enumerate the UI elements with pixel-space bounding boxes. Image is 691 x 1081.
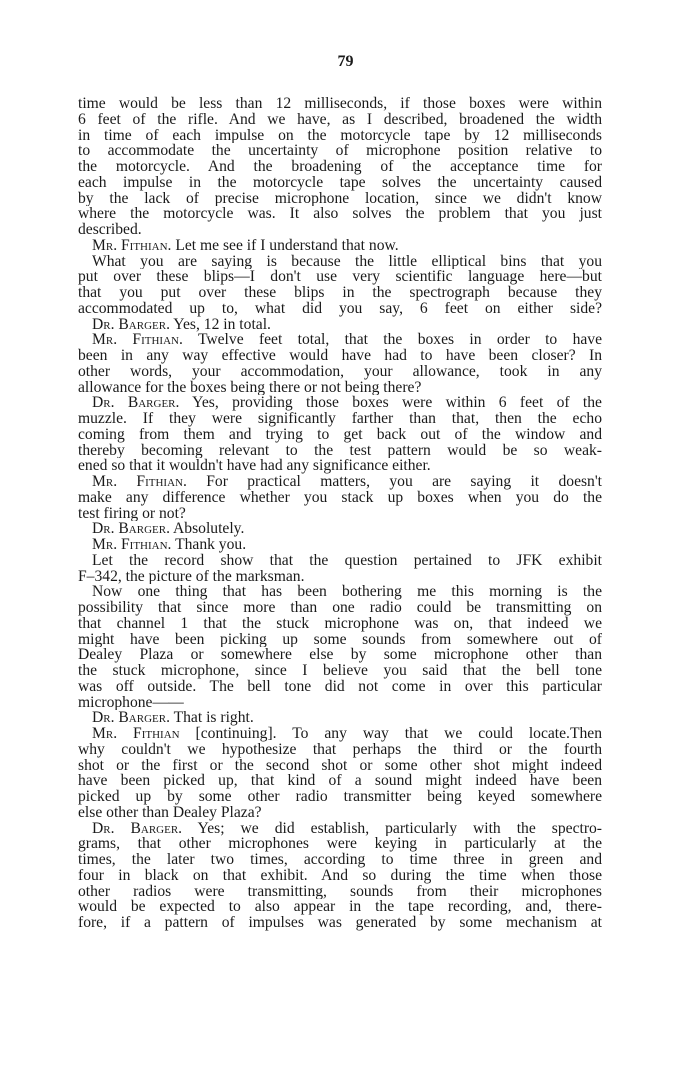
text-line xyxy=(78,647,602,663)
text-line xyxy=(78,238,602,254)
line-text: allowance for the boxes being there or not being there? xyxy=(78,379,422,396)
line-text: That is right. xyxy=(169,710,254,726)
text-line xyxy=(78,632,602,648)
text-line xyxy=(78,128,602,144)
line-text: that channel 1 that the stuck microphone was on, that indeed we xyxy=(78,615,602,632)
line-text: other radios were transmitting, sounds from their microphones xyxy=(78,883,602,900)
text-line xyxy=(78,112,602,128)
text-line xyxy=(78,521,602,537)
line-text: the motorcycle. And the broadening of the acceptance time for xyxy=(78,159,602,175)
line-text: Yes, 12 in total. xyxy=(169,316,271,333)
line-text: picked up by some other radio transmitter being keyed somewhere xyxy=(78,789,602,805)
text-line xyxy=(78,852,602,868)
speaker-name: Dr. Barger. xyxy=(92,521,170,537)
text-line xyxy=(78,206,602,222)
line-text: Yes, providing those boxes were within 6 feet of the xyxy=(179,395,602,411)
line-text: thereby becoming relevant to the test pattern would be so weak- xyxy=(78,442,602,459)
text-line xyxy=(78,537,602,553)
text-line xyxy=(78,584,602,600)
line-text: [continuing]. To any way that we could locate.Then xyxy=(179,726,602,742)
text-line xyxy=(78,868,602,884)
line-text: the stuck microphone, since I believe you said that the bell tone xyxy=(78,663,602,679)
text-line xyxy=(78,773,602,789)
line-text: coming from them and trying to get back out of the window and xyxy=(78,426,602,443)
text-line xyxy=(78,191,602,207)
text-line xyxy=(78,695,602,711)
text-line xyxy=(78,915,602,931)
line-text: else other than Dealey Plaza? xyxy=(78,804,262,821)
text-line xyxy=(78,616,602,632)
speaker-name: Mr. Fithian. xyxy=(92,474,187,490)
text-line xyxy=(78,758,602,774)
line-text: 6 feet of the rifle. And we have, as I described, broadened the width xyxy=(78,111,602,128)
line-text: in time of each impulse on the motorcycle tape by 12 milliseconds xyxy=(78,127,602,144)
text-line xyxy=(78,285,602,301)
line-text: muzzle. If they were significantly farther than that, then the echo xyxy=(78,411,602,427)
speaker-name: Mr. Fithian. xyxy=(92,237,172,254)
line-text: have been picked up, that kind of a sound might indeed have been xyxy=(78,773,602,789)
text-line xyxy=(78,222,602,238)
text-line xyxy=(78,821,602,837)
line-text: Now one thing that has been bothering me this morning is the xyxy=(92,584,602,600)
line-text: other words, your accommodation, your allowance, took in any xyxy=(78,363,602,380)
page-number: 79 xyxy=(337,53,354,70)
speaker-name: Dr. Barger. xyxy=(92,316,170,333)
line-text: to accommodate the uncertainty of microphone position relative to xyxy=(78,143,602,159)
line-text: by the lack of precise microphone location, since we didn't know xyxy=(78,190,602,207)
text-line xyxy=(78,490,602,506)
text-line xyxy=(78,301,602,317)
line-text: make any difference whether you stack up boxes when you do the xyxy=(78,489,602,506)
line-text: Dealey Plaza or somewhere else by some microphone other than xyxy=(78,647,602,663)
text-line xyxy=(78,506,602,522)
speaker-name: Mr. Fithian. xyxy=(92,537,172,553)
line-text: Twelve feet total, that the boxes in order to have xyxy=(182,332,602,348)
line-text: would be expected to also appear in the tape recording, and, there- xyxy=(78,899,602,915)
text-line xyxy=(78,836,602,852)
text-line xyxy=(78,175,602,191)
line-text: accommodated up to, what did you say, 6 feet on either side? xyxy=(78,300,602,317)
line-text: For practical matters, you are saying it doesn't xyxy=(186,474,602,490)
line-text: four in black on that exhibit. And so during the time when those xyxy=(78,867,602,884)
line-text: test firing or not? xyxy=(78,505,186,522)
text-line xyxy=(78,458,602,474)
text-line xyxy=(78,380,602,396)
line-text: grams, that other microphones were keying in particularly at the xyxy=(78,836,602,852)
speaker-name: Dr. Barger. xyxy=(92,395,180,411)
line-text: each impulse in the motorcycle tape solves the uncertainty caused xyxy=(78,174,602,191)
text-line xyxy=(78,427,602,443)
line-text: shot or the first or the second shot or some other shot might indeed xyxy=(78,757,602,774)
line-text: where the motorcycle was. It also solves the problem that you just xyxy=(78,206,602,222)
line-text: time would be less than 12 milliseconds, if those boxes were within xyxy=(78,96,602,112)
line-text: might have been picking up some sounds from somewhere out of xyxy=(78,631,602,648)
line-text: possibility that since more than one radio could be transmitting on xyxy=(78,600,602,616)
text-line xyxy=(78,726,602,742)
text-line xyxy=(78,710,602,726)
speaker-name: Mr. Fithian xyxy=(92,726,180,742)
text-line xyxy=(78,679,602,695)
text-line xyxy=(78,899,602,915)
speaker-name: Mr. Fithian. xyxy=(92,332,183,348)
text-line xyxy=(78,96,602,112)
text-line xyxy=(78,443,602,459)
text-line xyxy=(78,789,602,805)
line-text: described. xyxy=(78,222,142,238)
text-line xyxy=(78,332,602,348)
text-line xyxy=(78,348,602,364)
line-text: was off outside. The bell tone did not come in over this particular xyxy=(78,678,602,695)
text-line xyxy=(78,411,602,427)
line-text: ened so that it wouldn't have had any significance either. xyxy=(78,458,431,474)
line-text: that you put over these blips in the spectrograph because they xyxy=(78,285,602,301)
text-line xyxy=(78,600,602,616)
text-line xyxy=(78,553,602,569)
text-line xyxy=(78,159,602,175)
text-line xyxy=(78,143,602,159)
line-text: What you are saying is because the little elliptical bins that you xyxy=(92,253,602,270)
text-line xyxy=(78,742,602,758)
text-line xyxy=(78,317,602,333)
text-line xyxy=(78,269,602,285)
line-text: been in any way effective would have had to have been closer? In xyxy=(78,348,602,364)
line-text: microphone—— xyxy=(78,694,184,711)
text-line xyxy=(78,254,602,270)
line-text: times, the later two times, according to time three in green and xyxy=(78,852,602,868)
line-text: Absolutely. xyxy=(169,521,245,537)
text-line xyxy=(78,884,602,900)
line-text: Yes; we did establish, particularly with the spectro- xyxy=(182,820,602,837)
speaker-name: Dr. Barger. xyxy=(92,820,183,837)
line-text: Let me see if I understand that now. xyxy=(171,237,399,254)
speaker-name: Dr. Barger. xyxy=(92,710,170,726)
line-text: why couldn't we hypothesize that perhaps the third or the fourth xyxy=(78,741,602,758)
transcript-body xyxy=(78,96,602,931)
line-text: Thank you. xyxy=(171,537,247,553)
text-line xyxy=(78,474,602,490)
text-line xyxy=(78,663,602,679)
text-line xyxy=(78,805,602,821)
line-text: Let the record show that the question pertained to JFK exhibit xyxy=(92,552,602,569)
line-text: fore, if a pattern of impulses was generated by some mechanism at xyxy=(78,915,602,931)
text-line xyxy=(78,364,602,380)
text-line xyxy=(78,569,602,585)
text-line xyxy=(78,395,602,411)
line-text: F–342, the picture of the marksman. xyxy=(78,568,305,585)
line-text: put over these blips—I don't use very scientific language here—but xyxy=(78,269,602,285)
